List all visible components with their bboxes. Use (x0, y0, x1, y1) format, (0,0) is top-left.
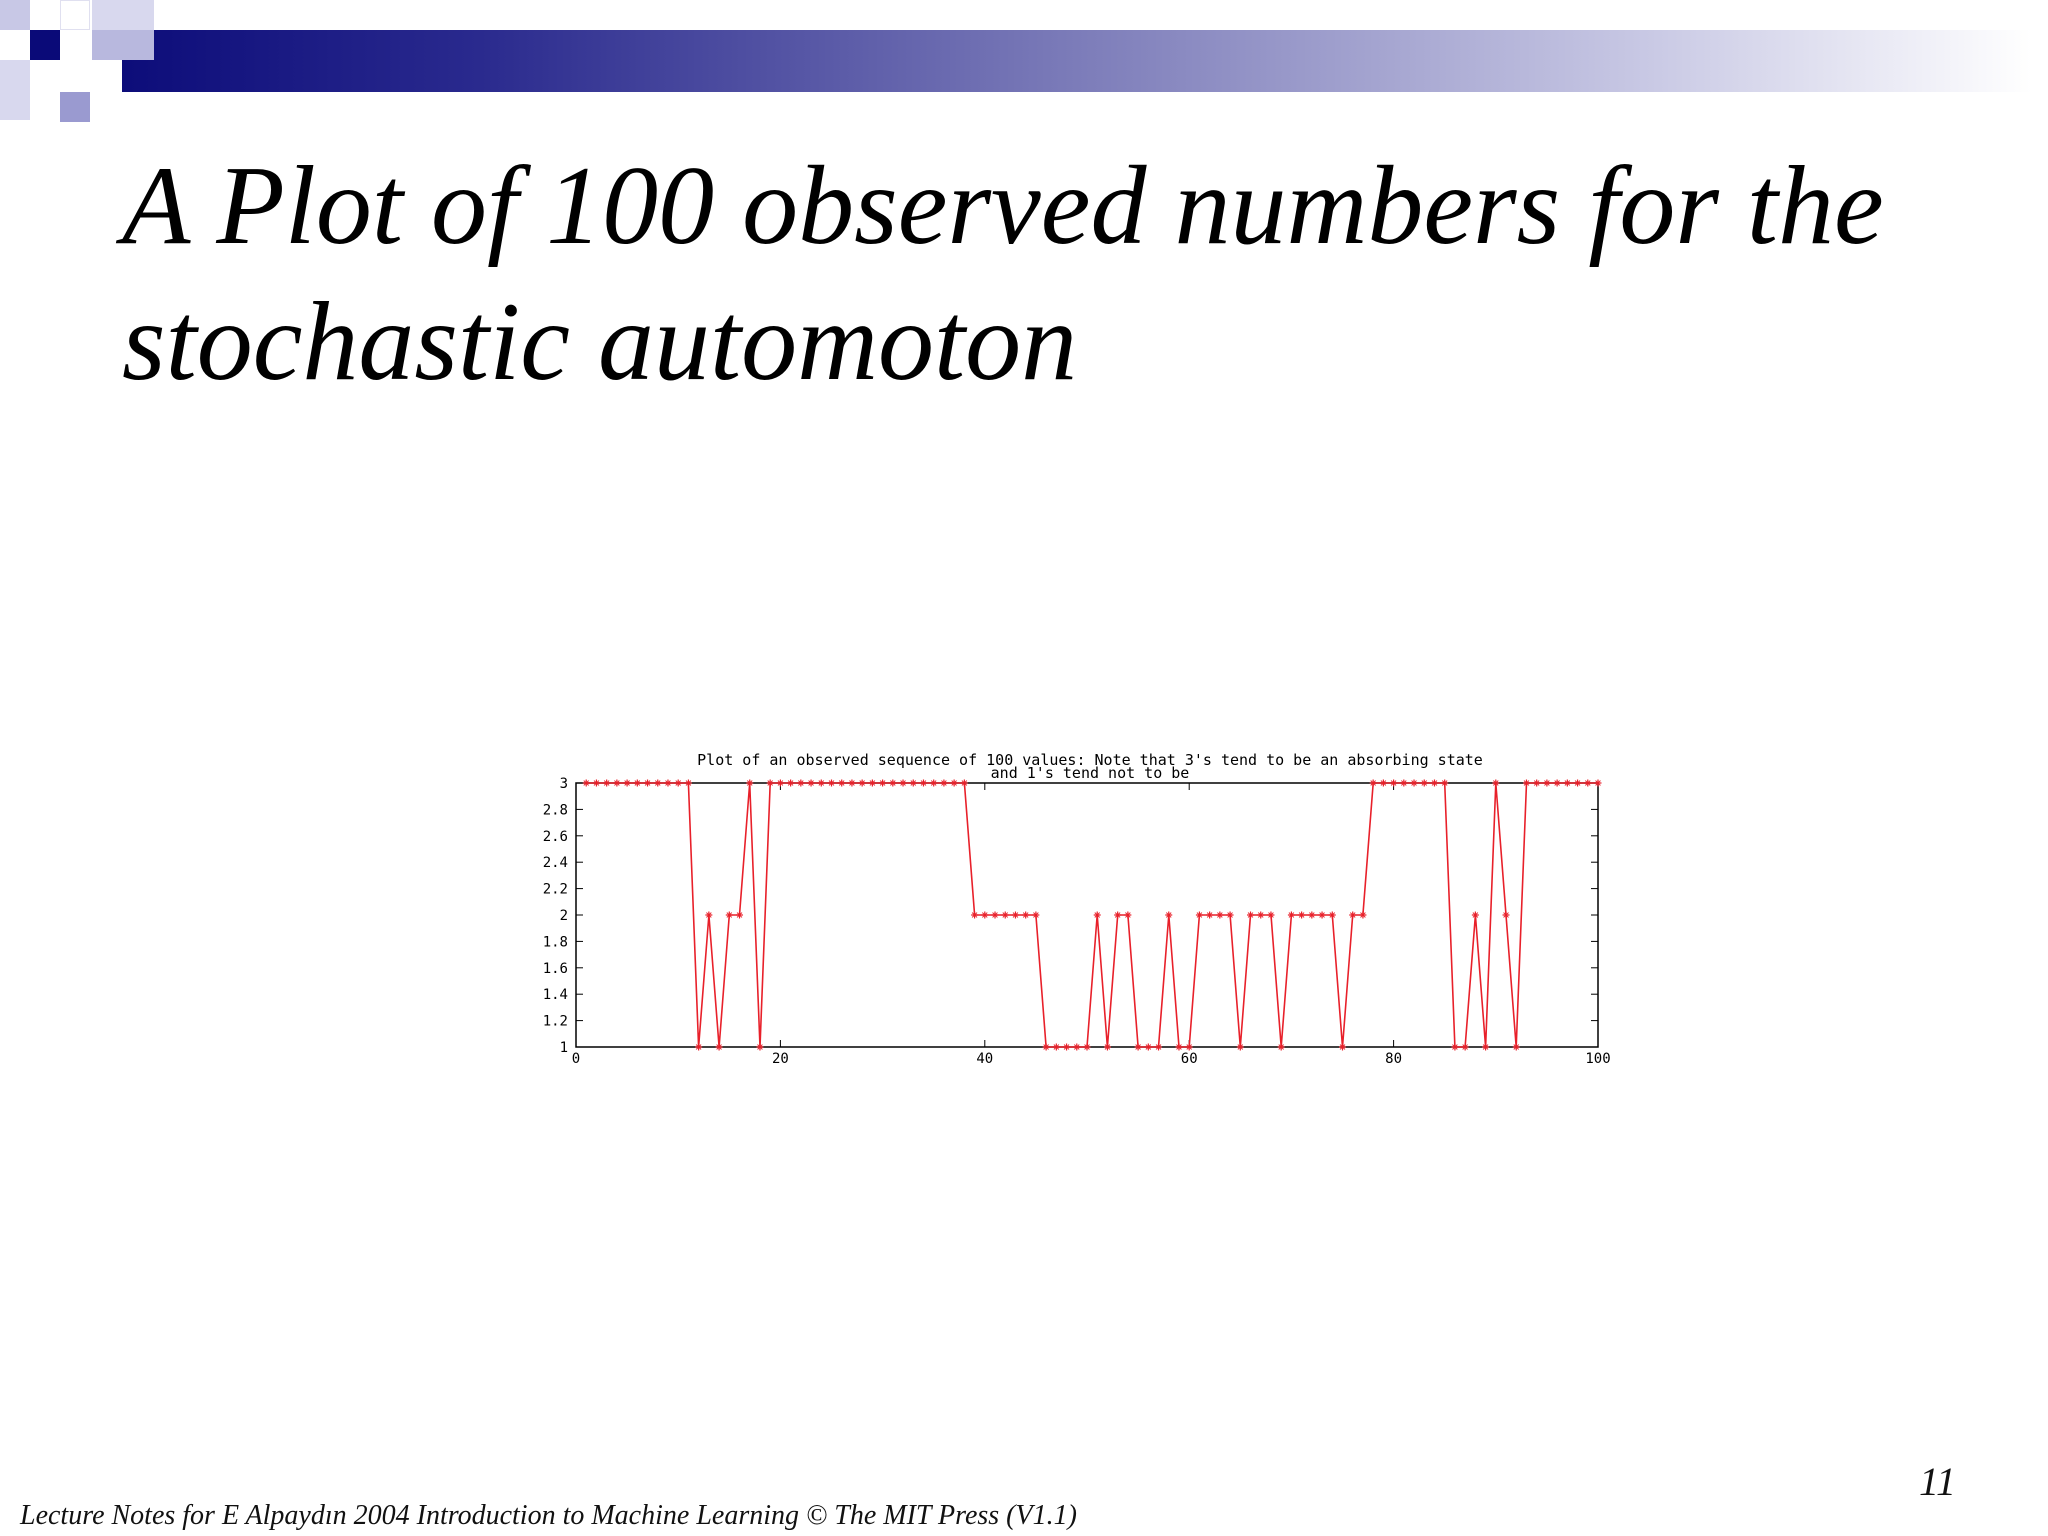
data-point (1002, 912, 1009, 919)
y-tick-label: 3 (559, 776, 568, 792)
data-point (1104, 1044, 1111, 1051)
data-point (777, 780, 784, 787)
data-point (1421, 780, 1428, 787)
data-point (1155, 1044, 1162, 1051)
data-point (818, 780, 825, 787)
data-point (1564, 780, 1571, 787)
data-point (1339, 1044, 1346, 1051)
data-point (1124, 912, 1131, 919)
footer-citation: Lecture Notes for E Alpaydın 2004 Introduction to Machine Learning © The MIT Press (V1.1) (20, 1500, 1077, 1531)
data-point (1196, 912, 1203, 919)
data-point (1206, 912, 1213, 919)
data-point (961, 780, 968, 787)
chart-title-line-1: Plot of an observed sequence of 100 values: Note that 3's tend to be an absorbing state (697, 751, 1483, 769)
decor-square (0, 0, 30, 30)
data-point (1329, 912, 1336, 919)
data-point (675, 780, 682, 787)
x-tick-label: 60 (1180, 1051, 1198, 1067)
data-point (930, 780, 937, 787)
y-tick-label: 2.2 (542, 881, 568, 898)
data-point (1257, 912, 1264, 919)
header-gradient-bar (92, 30, 2032, 92)
y-tick-label: 1.4 (542, 987, 568, 1004)
data-point (808, 780, 815, 787)
data-point (1094, 912, 1101, 919)
data-point (613, 780, 620, 787)
data-point (1441, 780, 1448, 787)
data-point (879, 780, 886, 787)
data-point (920, 780, 927, 787)
data-point (1472, 912, 1479, 919)
y-tick-label: 2.8 (542, 802, 568, 819)
data-point (1431, 780, 1438, 787)
chart-container (460, 740, 1720, 1070)
data-point (634, 780, 641, 787)
data-point (1247, 912, 1254, 919)
data-point (736, 912, 743, 919)
decor-square (92, 60, 122, 92)
series-observed (583, 780, 1602, 1051)
data-point (644, 780, 651, 787)
data-point (685, 780, 692, 787)
data-point (992, 912, 999, 919)
data-point (1451, 1044, 1458, 1051)
data-point (1411, 780, 1418, 787)
x-tick-label: 20 (771, 1051, 789, 1067)
data-point (971, 912, 978, 919)
data-point (1237, 1044, 1244, 1051)
data-point (848, 780, 855, 787)
data-point (1319, 912, 1326, 919)
data-point (1380, 780, 1387, 787)
data-point (1574, 780, 1581, 787)
data-point (1114, 912, 1121, 919)
y-tick-label: 1 (559, 1040, 568, 1056)
slide-title: A Plot of 100 observed numbers for the stochastic automoton (122, 144, 1884, 404)
data-point (1584, 780, 1591, 787)
y-tick-label: 2.6 (542, 828, 568, 845)
x-tick-label: 80 (1385, 1051, 1403, 1067)
data-point (695, 1044, 702, 1051)
data-point (1084, 1044, 1091, 1051)
data-point (1073, 1044, 1080, 1051)
data-point (1400, 780, 1407, 787)
data-point (1227, 912, 1234, 919)
data-point (1063, 1044, 1070, 1051)
decor-square (92, 0, 154, 30)
data-point (940, 780, 947, 787)
data-point (1032, 912, 1039, 919)
data-point (1595, 780, 1602, 787)
data-point (1165, 912, 1172, 919)
data-point (981, 912, 988, 919)
data-point (797, 780, 804, 787)
data-point (1359, 912, 1366, 919)
data-point (726, 912, 733, 919)
data-point (1390, 780, 1397, 787)
data-point (1554, 780, 1561, 787)
data-point (869, 780, 876, 787)
data-point (1186, 1044, 1193, 1051)
data-point (1308, 912, 1315, 919)
data-point (1012, 912, 1019, 919)
data-point (1145, 1044, 1152, 1051)
data-point (1267, 912, 1274, 919)
data-point (664, 780, 671, 787)
data-point (593, 780, 600, 787)
data-point (1053, 1044, 1060, 1051)
decor-square (0, 60, 30, 120)
data-point (1349, 912, 1356, 919)
decor-square (60, 92, 90, 122)
data-point (1175, 1044, 1182, 1051)
data-point (603, 780, 610, 787)
y-tick-label: 1.8 (542, 934, 568, 951)
data-point (705, 912, 712, 919)
y-tick-label: 1.6 (542, 960, 568, 977)
data-point (1278, 1044, 1285, 1051)
decor-square (60, 60, 90, 90)
data-point (1022, 912, 1029, 919)
data-point (1370, 780, 1377, 787)
data-point (910, 780, 917, 787)
line-chart (460, 740, 1720, 1070)
data-point (1216, 912, 1223, 919)
data-point (1492, 780, 1499, 787)
data-point (838, 780, 845, 787)
x-tick-label: 0 (571, 1051, 581, 1067)
data-point (1135, 1044, 1142, 1051)
data-point (756, 1044, 763, 1051)
data-point (1533, 780, 1540, 787)
data-point (1043, 1044, 1050, 1051)
y-tick-label: 2 (559, 908, 568, 924)
decor-square (92, 30, 154, 60)
data-point (1503, 912, 1510, 919)
data-point (1513, 1044, 1520, 1051)
slide-number: 11 (1918, 1459, 1956, 1504)
x-tick-label: 100 (1585, 1051, 1611, 1067)
data-point (828, 780, 835, 787)
data-point (1523, 780, 1530, 787)
data-point (654, 780, 661, 787)
data-point (951, 780, 958, 787)
data-point (716, 1044, 723, 1051)
y-tick-label: 2.4 (542, 855, 568, 872)
x-tick-label: 40 (976, 1051, 994, 1067)
data-point (900, 780, 907, 787)
y-tick-label: 1.2 (542, 1013, 568, 1030)
data-point (859, 780, 866, 787)
data-point (624, 780, 631, 787)
data-point (1482, 1044, 1489, 1051)
data-point (583, 780, 590, 787)
data-point (746, 780, 753, 787)
data-point (1298, 912, 1305, 919)
data-point (1543, 780, 1550, 787)
data-point (767, 780, 774, 787)
decor-square (30, 30, 60, 60)
data-point (1462, 1044, 1469, 1051)
data-point (889, 780, 896, 787)
decor-square (60, 0, 90, 30)
chart-title-line-2: and 1's tend not to be (990, 764, 1190, 782)
data-point (787, 780, 794, 787)
data-point (1288, 912, 1295, 919)
